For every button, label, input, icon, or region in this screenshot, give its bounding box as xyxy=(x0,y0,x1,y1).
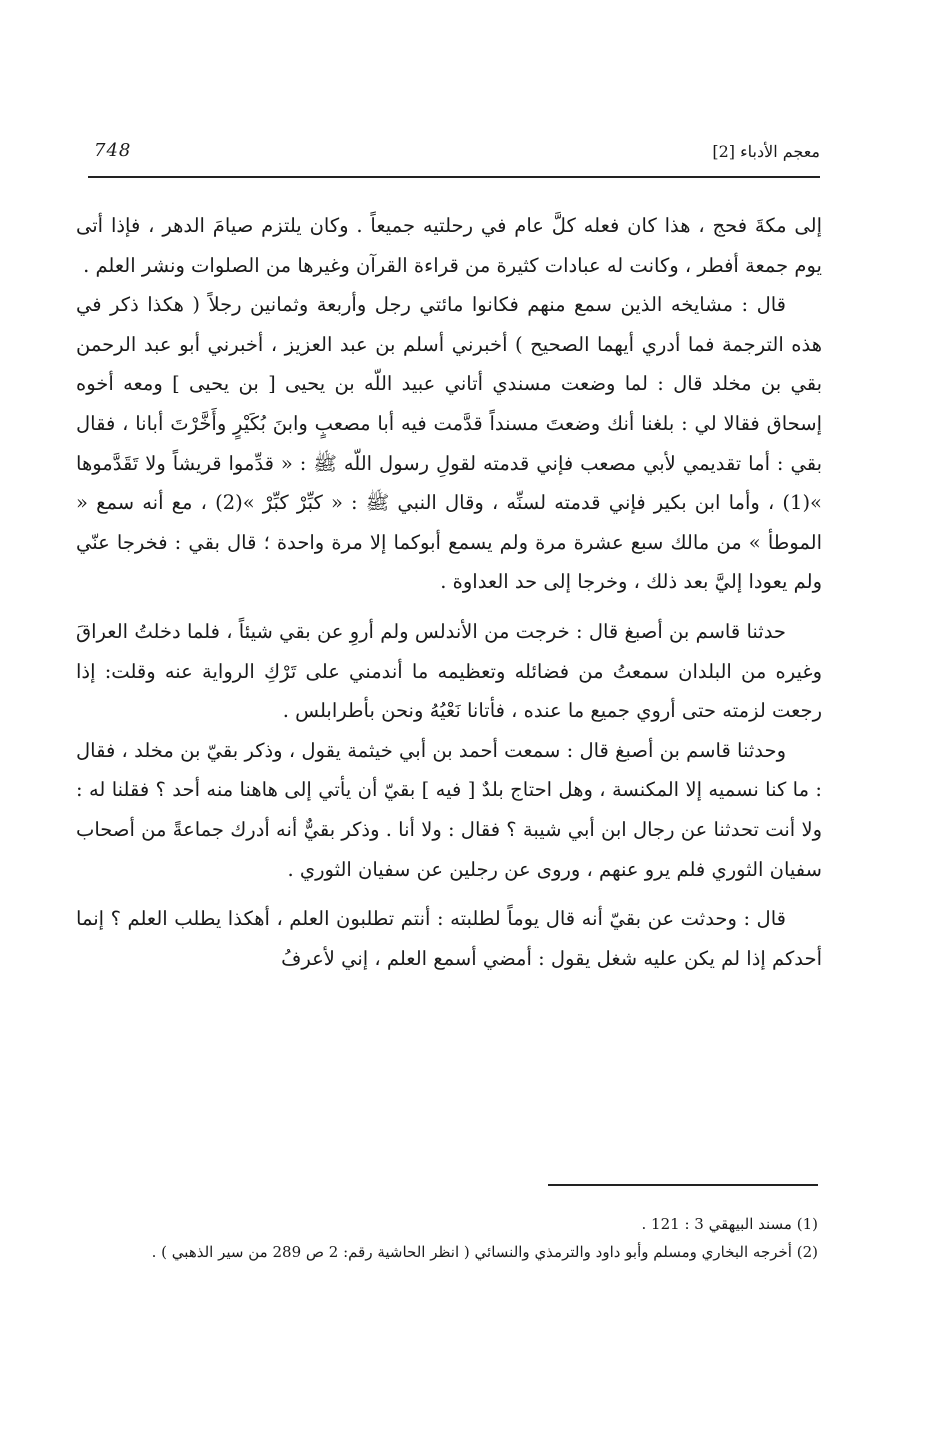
paragraph: حدثنا قاسم بن أصبغ قال : خرجت من الأندلس ولم أروِ عن بقي شيئاً ، فلما دخلتُ العراقَ وغيره من البلدان سمعتُ من فضائله وتعظيمه ما أندمني على تَرْكِ الرواية عنه وقلت: إذا رجعت لزمته حتى أروي جميع ما عنده ، فأتانا نَعْيُهُ ونحن بأطرابلس . xyxy=(76,619,822,723)
paragraph: قال : وحدثت عن بقيّ أنه قال يوماً لطلبته : أنتم تطلبون العلم ، أهكذا يطلب العلم ؟ إنما أحدكم إذا لم يكن عليه شغل يقول : أمضي أسمع العلم ، إني لأعرفُ xyxy=(76,907,822,970)
paragraph: إلى مكةَ فحج ، هذا كان فعله كلَّ عام في رحلتيه جميعاً . وكان يلتزم صيامَ الدهر ، فإذا أتى يوم جمعة أفطر ، وكانت له عبادات كثيرة من قراءة القرآن وغيرها من الصلوات ونشر العلم . xyxy=(76,214,822,277)
paragraph: وحدثنا قاسم بن أصبغ قال : سمعت أحمد بن أبي خيثمة يقول ، وذكر بقيّ بن مخلد ، فقال : ما كنا نسميه إلا المكنسة ، وهل احتاج بلدٌ [ فيه ] بقيّ أن يأتي إلى هاهنا منه أحد ؟ فقلنا له : ولا أنت تحدثنا عن رجال ابن أبي شيبة ؟ فقال : ولا أنا . وذكر بقيٌّ أنه أدرك جماعةً من أصحاب سفيان الثوري فلم يرو عنهم ، وروى عن رجلين عن سفيان الثوري . xyxy=(76,738,822,881)
footnote: (2) أخرجه البخاري ومسلم وأبو داود والترمذي والنسائي ( انظر الحاشية رقم: 2 ص 289 من سير الذهبي ) . xyxy=(151,1243,818,1261)
footnotes xyxy=(84,1210,818,1266)
body-text xyxy=(76,206,822,978)
page-number: 748 xyxy=(94,140,132,161)
header-rule xyxy=(88,176,820,178)
page-header xyxy=(88,140,820,174)
running-title: معجم الأدباء [2] xyxy=(712,142,820,161)
footnote-rule xyxy=(548,1184,818,1186)
paragraph: قال : مشايخه الذين سمع منهم فكانوا مائتي رجل وأربعة وثمانين رجلاً ( هكذا ذكر في هذه الترجمة فما أدري أيهما الصحيح ) أخبرني أسلم بن عبد العزيز ، أخبرني أبو عبد الرحمن بقي بن مخلد قال : لما وضعت مسندي أتاني عبيد اللّه بن يحيى [ بن يحيى ] ومعه أخوه إسحاق فقالا لي : بلغنا أنك وضعتَ مسنداً قدَّمت فيه أبا مصعبٍ وابنَ بُكَيْرٍ وأَخَّرْتَ أبانا ، فقال بقي : أما تقديمي لأبي مصعب فإني قدمته لقولِ رسول اللّه ﷺ : « قدِّموا قريشاً ولا تَقَدَّموها »(1) ، وأما ابن بكير فإني قدمته لسنِّه ، وقال النبي ﷺ : « كبِّرْ كبِّرْ »(2) ، مع أنه سمع « الموطأ » من مالك سبع عشرة مرة ولم يسمع أبوكما إلا مرة واحدة ؛ قال بقي : فخرجا عنّي ولم يعودا إليَّ بعد ذلك ، وخرجا إلى حد العداوة . xyxy=(76,293,822,594)
footnote: (1) مسند البيهقي 3 : 121 . xyxy=(641,1215,818,1233)
